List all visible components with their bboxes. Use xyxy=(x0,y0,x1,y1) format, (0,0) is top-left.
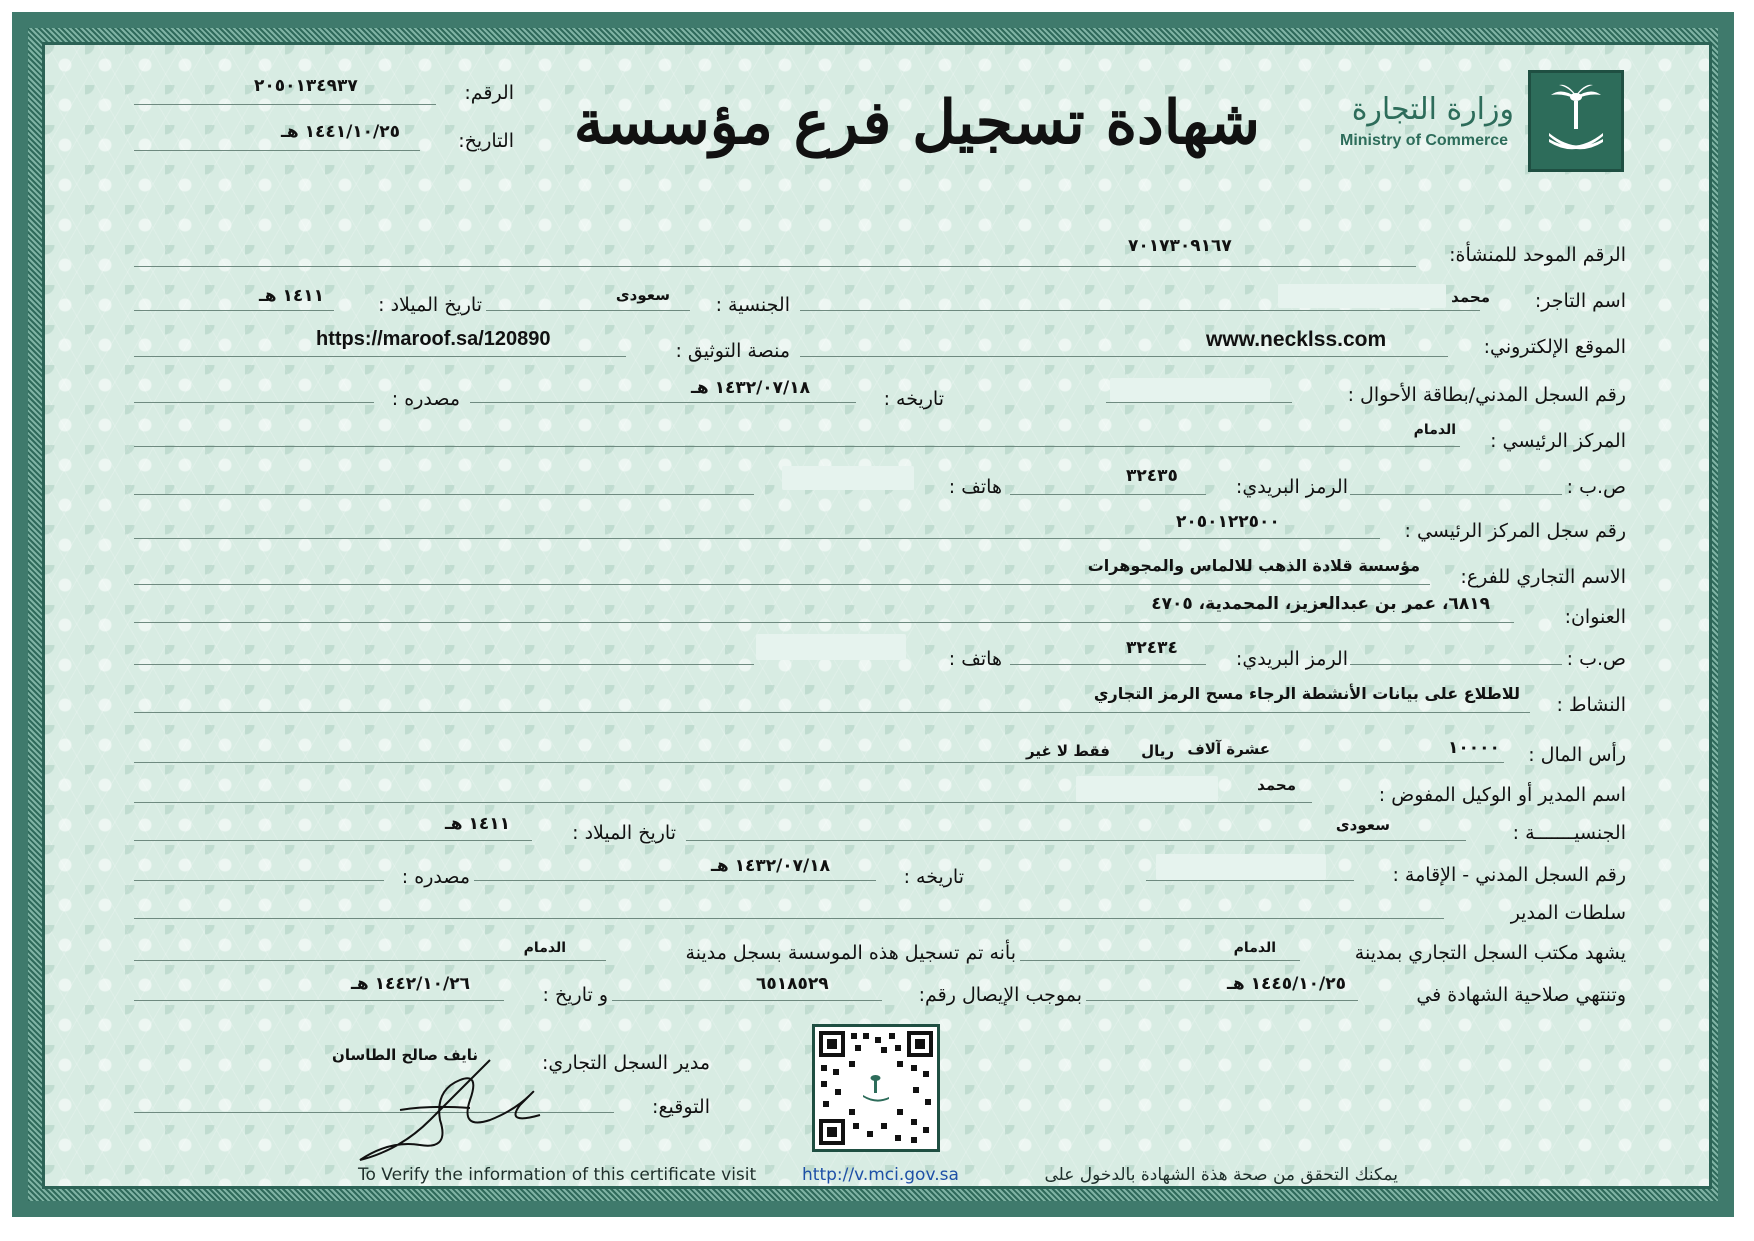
phone-label: هاتف : xyxy=(948,476,1002,498)
activity-value: للاطلاع على بيانات الأنشطة الرجاء مسح الرمز التجاري xyxy=(1093,684,1520,703)
date-label: التاريخ: xyxy=(458,130,514,152)
certify-office-label: يشهد مكتب السجل التجاري بمدينة xyxy=(1354,942,1626,964)
birthdate-label: تاريخ الميلاد : xyxy=(378,294,482,316)
branch-name-value: مؤسسة قلادة الذهب للالماس والمجوهرات xyxy=(1087,556,1420,575)
validity-value: ١٤٤٥/١٠/٢٥ هـ xyxy=(1227,974,1346,994)
hq-registration-label: رقم سجل المركز الرئيسي : xyxy=(1404,520,1626,542)
website-label: الموقع الإلكتروني: xyxy=(1483,336,1626,358)
manager-nationality-value: سعودى xyxy=(1335,816,1390,834)
address-value: ٦٨١٩، عمر بن عبدالعزيز، المحمدية، ٤٧٠٥ xyxy=(1151,594,1490,614)
manager-civil-date-label: تاريخه : xyxy=(903,866,964,888)
nationality-label: الجنسية : xyxy=(715,294,790,316)
manager-powers-label: سلطات المدير xyxy=(1510,902,1626,924)
validity-label: وتنتهي صلاحية الشهادة في xyxy=(1416,984,1626,1006)
manager-birthdate-label: تاريخ الميلاد : xyxy=(572,822,676,844)
manager-civil-label: رقم السجل المدني - الإقامة : xyxy=(1392,864,1626,886)
verify-text-en: To Verify the information of this certificate visit xyxy=(358,1165,757,1185)
merchant-name-label: اسم التاجر: xyxy=(1534,290,1626,312)
verify-text-ar: يمكنك التحقق من صحة هذة الشهادة بالدخول على xyxy=(1044,1165,1398,1185)
manager-civil-source-label: مصدره : xyxy=(401,866,470,888)
receipt-value: ٦٥١٨٥٢٩ xyxy=(756,974,829,994)
manager-civil-date-value: ١٤٣٢/٠٧/١٨ هـ xyxy=(711,856,830,876)
certificate-title: شهادة تسجيل فرع مؤسسة xyxy=(573,88,1260,158)
postal-code-value: ٣٢٤٣٥ xyxy=(1126,466,1178,486)
receipt-date-value: ١٤٤٢/١٠/٢٦ هـ xyxy=(351,974,470,994)
branch-name-label: الاسم التجاري للفرع: xyxy=(1460,566,1626,588)
unified-number-value: ٧٠١٧٣٠٩١٦٧ xyxy=(1128,236,1232,256)
civil-date-value: ١٤٣٢/٠٧/١٨ هـ xyxy=(691,378,810,398)
manager-name-label: اسم المدير أو الوكيل المفوض : xyxy=(1378,784,1626,806)
platform-value[interactable]: https://maroof.sa/120890 xyxy=(316,328,551,350)
civil-source-label: مصدره : xyxy=(391,388,460,410)
capital-words-amount: عشرة آلاف xyxy=(1187,740,1270,758)
activity-label: النشاط : xyxy=(1556,694,1626,716)
birthdate-value: ١٤١١ هـ xyxy=(258,286,324,306)
unified-number-label: الرقم الموحد للمنشأة: xyxy=(1449,244,1626,266)
number-value: ٢٠٥٠١٣٤٩٣٧ xyxy=(254,76,358,96)
date-value: ١٤٤١/١٠/٢٥ هـ xyxy=(281,122,400,142)
hq-registration-value: ٢٠٥٠١٢٢٥٠٠ xyxy=(1176,512,1280,532)
qr-code[interactable] xyxy=(812,1024,940,1152)
postal-code-label: الرمز البريدي: xyxy=(1235,476,1348,498)
manager-birthdate-value: ١٤١١ هـ xyxy=(444,814,510,834)
phone2-label: هاتف : xyxy=(948,648,1002,670)
receipt-label: بموجب الإيصال رقم: xyxy=(918,984,1082,1006)
ministry-name-en: Ministry of Commerce xyxy=(1340,132,1509,149)
postal-code2-value: ٣٢٤٣٤ xyxy=(1126,638,1178,658)
capital-words-currency: ريال xyxy=(1141,742,1174,760)
capital-words-suffix: فقط لا غير xyxy=(1026,742,1110,760)
head-office-value: الدمام xyxy=(1413,422,1456,438)
director-label: مدير السجل التجاري: xyxy=(542,1052,710,1074)
certify-registered-label: بأنه تم تسجيل هذه الموسسة بسجل مدينة xyxy=(685,942,1016,964)
head-office-label: المركز الرئيسي : xyxy=(1490,430,1626,452)
capital-value: ١٠٠٠٠ xyxy=(1448,738,1500,758)
postal-code2-label: الرمز البريدي: xyxy=(1235,648,1348,670)
certificate-sheet xyxy=(42,42,1712,1189)
number-label: الرقم: xyxy=(464,82,514,104)
signature-label: التوقيع: xyxy=(652,1096,710,1118)
civil-date-label: تاريخه : xyxy=(883,388,944,410)
address-label: العنوان: xyxy=(1564,606,1626,628)
ministry-emblem-icon xyxy=(1528,70,1624,172)
ministry-name-ar: وزارة التجارة xyxy=(1351,92,1514,127)
certify-city-2: الدمام xyxy=(523,940,566,956)
receipt-date-label: و تاريخ : xyxy=(542,984,608,1006)
civil-id-label: رقم السجل المدني/بطاقة الأحوال : xyxy=(1347,384,1626,406)
manager-nationality-label: الجنسيـــــــة : xyxy=(1512,822,1626,844)
director-name: نايف صالح الطاسان xyxy=(332,1046,478,1064)
manager-name-value: محمد xyxy=(1257,776,1296,794)
merchant-name-value: محمد xyxy=(1451,288,1490,306)
handwritten-signature-icon xyxy=(340,1050,570,1170)
certify-city-1: الدمام xyxy=(1233,940,1276,956)
nationality-value: سعودى xyxy=(615,286,670,304)
website-value[interactable]: www.necklss.com xyxy=(1206,328,1387,351)
platform-label: منصة التوثيق : xyxy=(675,340,790,362)
pobox-label: ص.ب : xyxy=(1566,476,1626,498)
pobox2-label: ص.ب : xyxy=(1566,648,1626,670)
verify-url-link[interactable]: http://v.mci.gov.sa xyxy=(802,1165,959,1185)
capital-label: رأس المال : xyxy=(1528,744,1626,766)
